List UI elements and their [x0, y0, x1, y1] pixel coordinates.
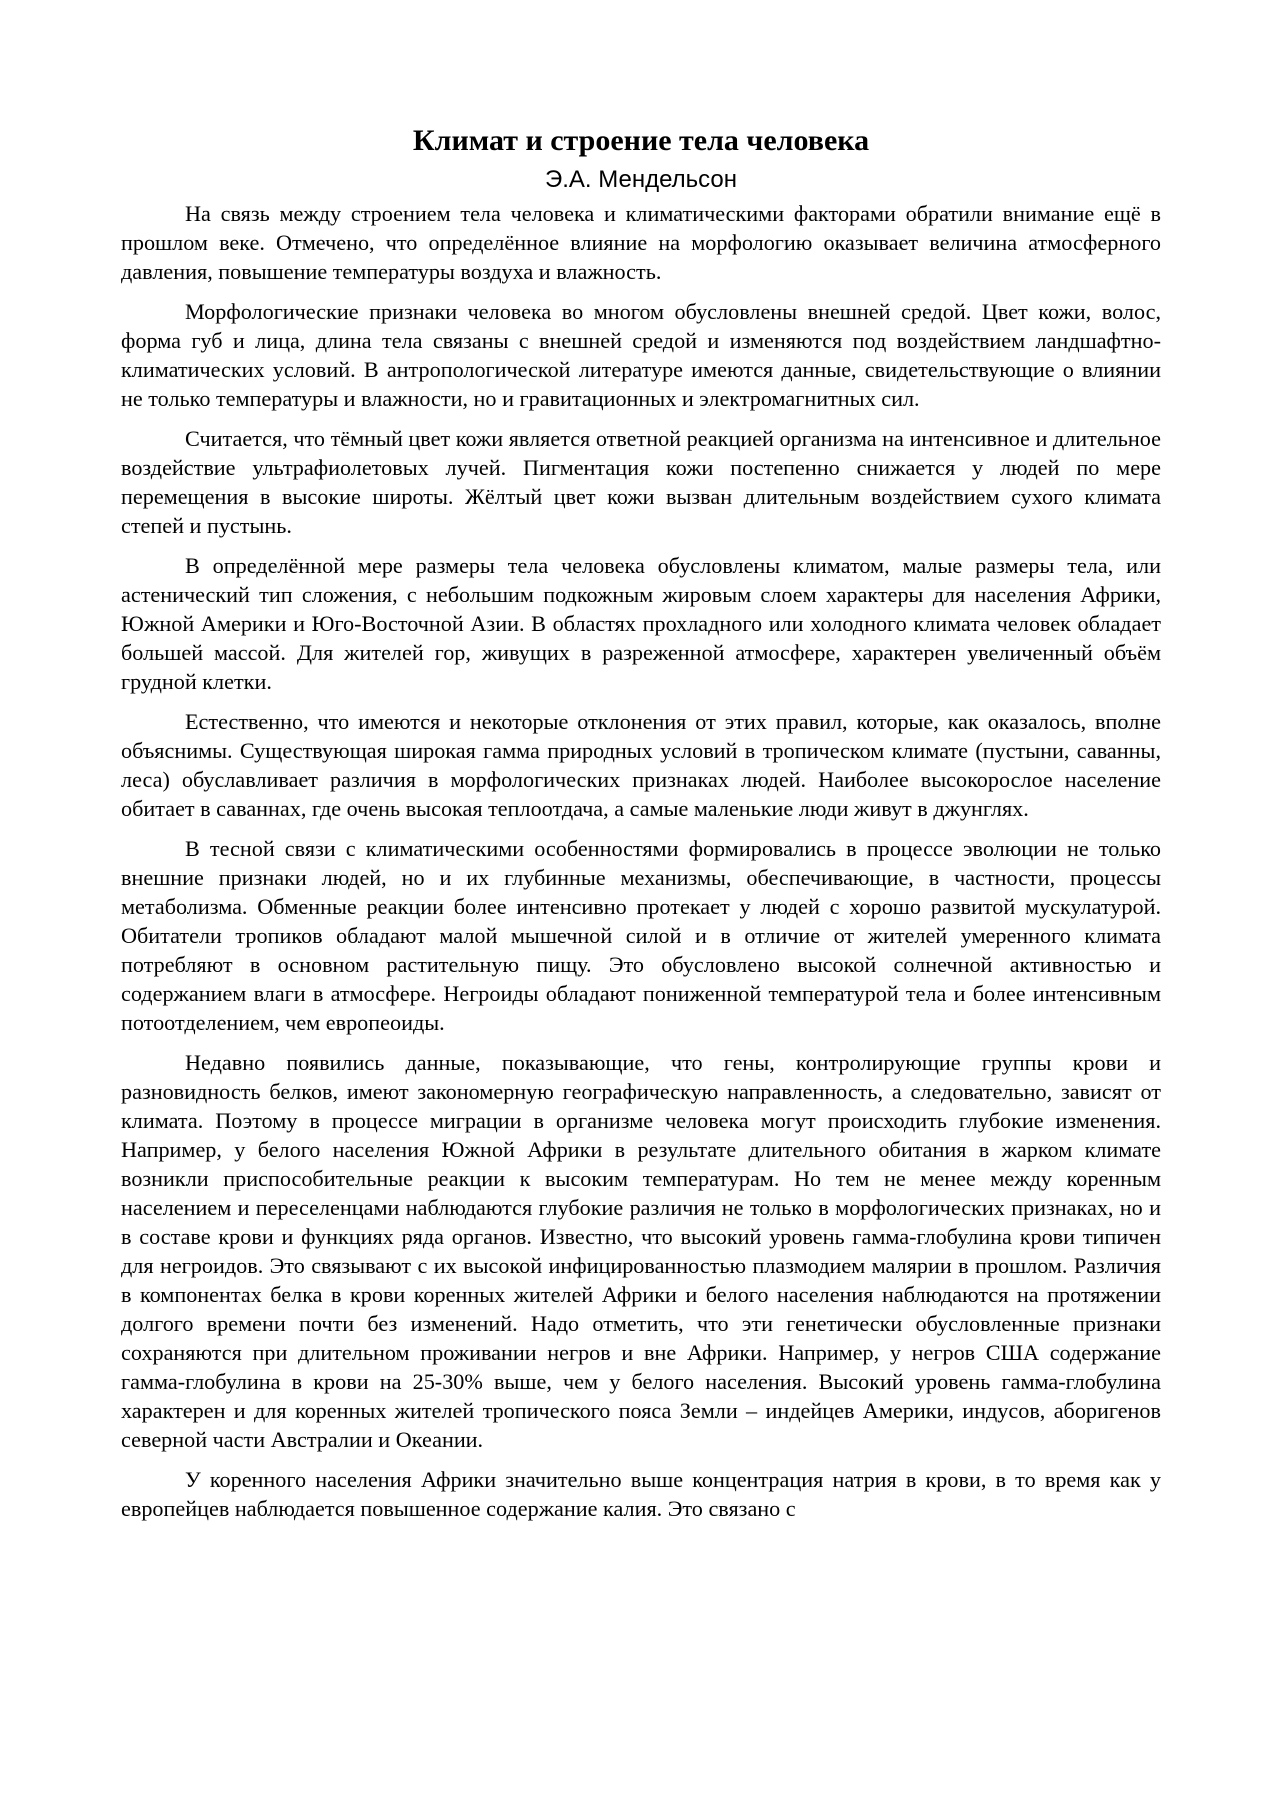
paragraph-2: Морфологические признаки человека во многом обусловлены внешней средой. Цвет кожи, волос, форма губ и лица, длина тела связаны с внешней средой и изменяются под воздействием ландшафтно-климатических условий. В антропологической литературе имеются данные, свидетельствующие о влиянии не только температуры и влажности, но и гравитационных и электромагнитных сил.: [121, 299, 1161, 411]
paragraph-5: Естественно, что имеются и некоторые отклонения от этих правил, которые, как оказалось, вполне объяснимы. Существующая широкая гамма природных условий в тропическом климате (пустыни, саванны, леса) обуславливает различия в морфологических признаках людей. Наиболее высокорослое население обитает в саваннах, где очень высокая теплоотдача, а самые маленькие люди живут в джунглях.: [121, 709, 1161, 821]
paragraph-8: У коренного населения Африки значительно выше концентрация натрия в крови, в то время как у европейцев наблюдается повышенное содержание калия. Это связано с: [121, 1467, 1161, 1521]
document-title: Климат и строение тела человека: [412, 124, 870, 157]
paragraph-6: В тесной связи с климатическими особенностями формировались в процессе эволюции не только внешние признаки людей, но и их глубинные механизмы, обеспечивающие, в частности, процессы метаболизма. Обменные реакции более интенсивно протекает у людей с хорошо развитой мускулатурой. Обитатели тропиков обладают малой мышечной силой и в отличие от жителей умеренного климата потребляют в основном растительную пищу. Это обусловлено высокой солнечной активностью и содержанием влаги в атмосфере. Негроиды обладают пониженной температурой тела и более интенсивным потоотделением, чем европеоиды.: [121, 836, 1161, 1035]
document-author: Э.А. Мендельсон: [544, 166, 738, 193]
paragraph-7: Недавно появились данные, показывающие, что гены, контролирующие группы крови и разновидность белков, имеют закономерную географическую направленность, а следовательно, зависят от климата. Поэтому в процессе миграции в организме человека могут происходить глубокие изменения. Например, у белого населения Южной Африки в результате длительного обитания в жарком климате возникли приспособительные реакции к высоким температурам. Но тем не менее между коренным населением и переселенцами наблюдаются глубокие различия не только в морфологических признаках, но и в составе крови и функциях ряда органов. Известно, что высокий уровень гамма-глобулина крови типичен для негроидов. Это связывают с их высокой инфицированностью плазмодием малярии в прошлом. Различия в компонентах белка в крови коренных жителей Африки и белого населения наблюдаются на протяжении долгого времени почти без изменений. Надо отметить, что эти генетически обусловленные признаки сохраняются при длительном проживании негров и вне Африки. Например, у негров США содержание гамма-глобулина в крови на 25-30% выше, чем у белого населения. Высокий уровень гамма-глобулина характерен и для коренных жителей тропического пояса Земли – индейцев Америки, индусов, аборигенов северной части Австралии и Океании.: [121, 1050, 1161, 1452]
document-page: [121, 122, 1161, 1534]
paragraph-4: В определённой мере размеры тела человека обусловлены климатом, малые размеры тела, или астенический тип сложения, с небольшим подкожным жировым слоем характеры для населения Африки, Южной Америки и Юго-Восточной Азии. В областях прохладного или холодного климата человек обладает большей массой. Для жителей гор, живущих в разреженной атмосфере, характерен увеличенный объём грудной клетки.: [121, 553, 1161, 694]
paragraph-3: Считается, что тёмный цвет кожи является ответной реакцией организма на интенсивное и длительное воздействие ультрафиолетовых лучей. Пигментация кожи постепенно снижается у людей по мере перемещения в высокие широты. Жёлтый цвет кожи вызван длительным воздействием сухого климата степей и пустынь.: [121, 426, 1161, 538]
paragraph-1: На связь между строением тела человека и климатическими факторами обратили внимание ещё в прошлом веке. Отмечено, что определённое влияние на морфологию оказывает величина атмосферного давления, повышение температуры воздуха и влажность.: [121, 201, 1161, 284]
